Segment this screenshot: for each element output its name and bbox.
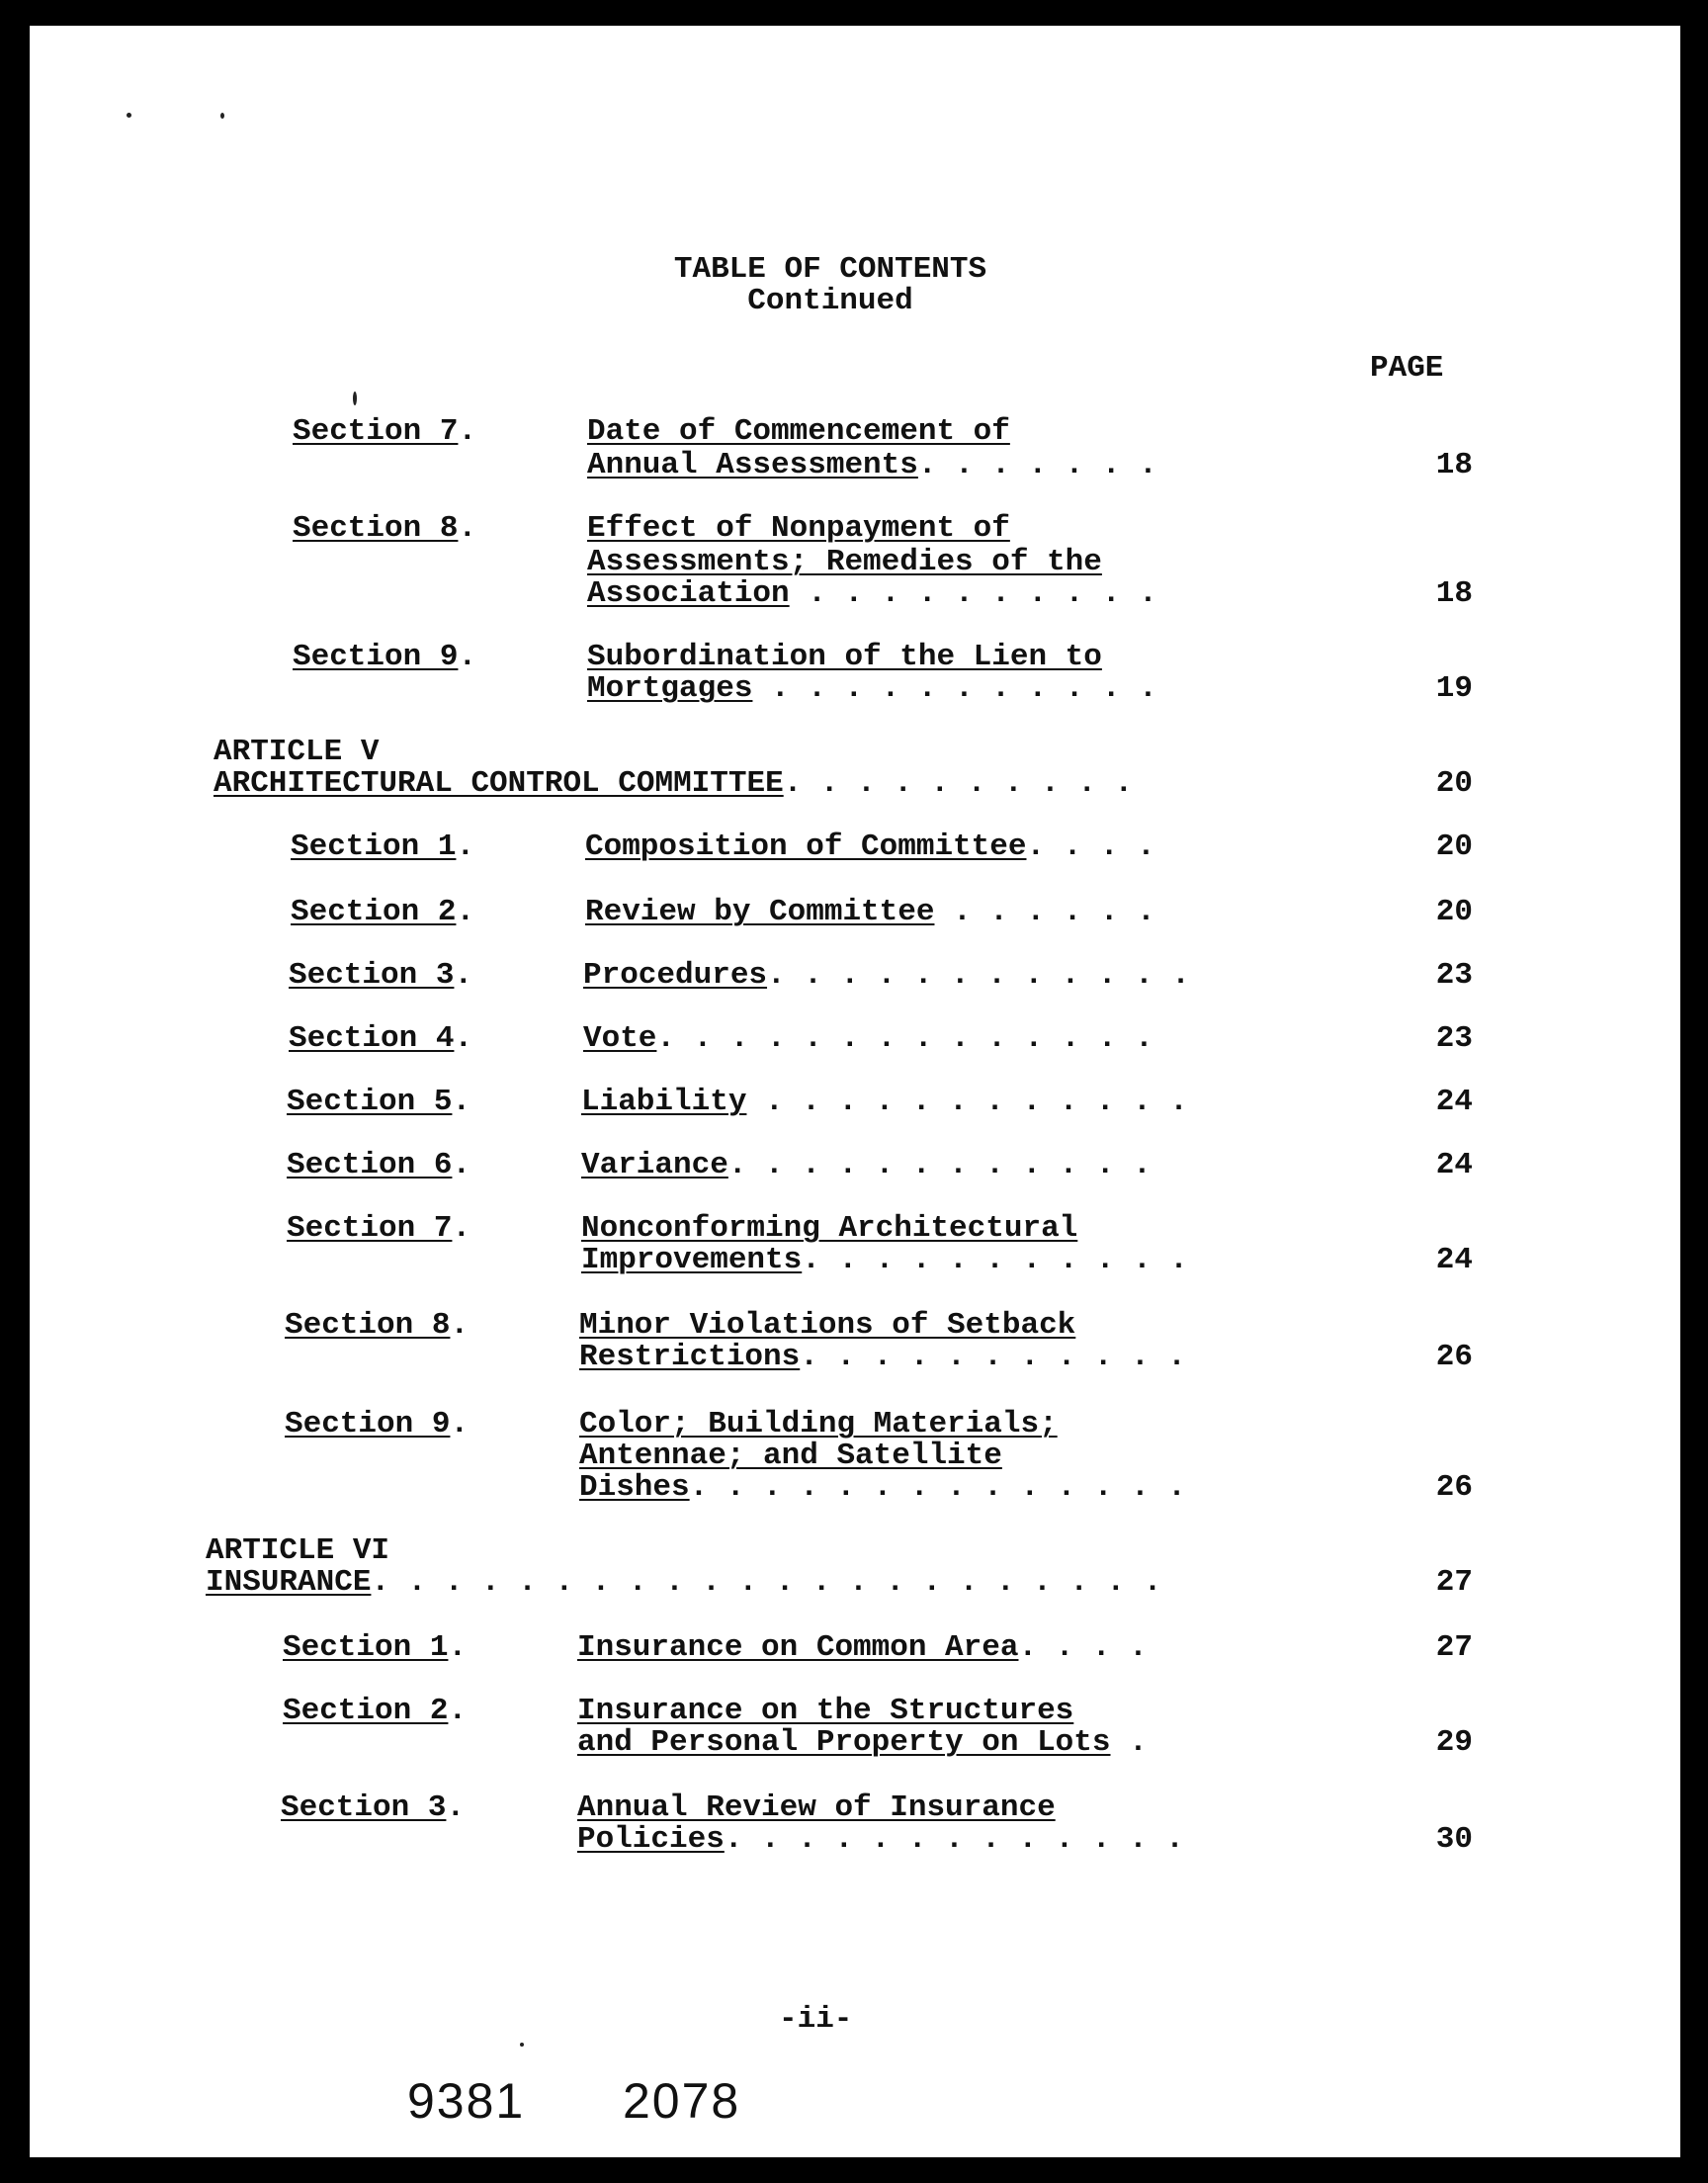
section-label: Section 3 xyxy=(281,1790,447,1825)
document-page: TABLE OF CONTENTS Continued PAGE Section 7. Date of Commencement of Annual Assessments. . . . . . . 18 Section 8. Effect of Nonpayment of Assessments; Remedies of the Association . . . . . . . . . . 18 Section 9. Subordination of the Lien to Mortgages . . . . . . . . . . . 19 ARTICLE V ARCHITECTURAL CONTROL COMMITTEE. . . . . . . . . . 20 Section 1. Composition of Committee. . . . 20 Section 2. Review by Committee . . . . . . 20 Section 3. Procedures. . . . . . . . . . . . 23 Section 4. Vote. . . . . . . . . . . . . . 23 Section 5. Liability . . . . . . . . . . . . 24 Section 6. Variance. . . . . . . . . . . . 24 Section 7. Nonconforming Architectural Improvements. . . . . . . . . . . 24 Section 8. Minor Violations of Setback Restrictions. . . . . . . . . . . 26 Section 9. Color; Building Materials; Antennae; and Satellite Dishes. . . . . . . . . . . . . . 26 ARTICLE VI INSURANCE. . . . . . . . . . . . . . . . . . . . . . 27 Section 1. Insurance on Common Area. . . . 27 Section 2. Insurance on the Structures and Personal Property on Lots . 29 Section 3. Annual Review of Insurance Policies. . . . . . . . . . . . . 30 -ii- 9381 2078 xyxy=(30,26,1680,2157)
article-heading: ARTICLE V xyxy=(214,735,380,769)
section-label: Section 9 xyxy=(285,1407,451,1441)
page-column-header: PAGE xyxy=(1370,351,1444,386)
page-number: 24 xyxy=(1435,1148,1473,1182)
toc-entry-v-section-5[interactable]: Section 5. xyxy=(287,1085,471,1119)
section-label: Section 4 xyxy=(289,1021,455,1056)
toc-entry-article-vi[interactable]: INSURANCE. . . . . . . . . . . . . . . . . . . . . . xyxy=(206,1565,1162,1600)
section-label: Section 9 xyxy=(293,640,459,674)
toc-entry-vi-section-2[interactable]: Section 2. xyxy=(283,1694,468,1728)
page-number: 18 xyxy=(1435,576,1473,611)
toc-entry-vi-section-3[interactable]: Section 3. xyxy=(281,1790,466,1825)
section-label: Section 3 xyxy=(289,958,455,993)
section-label: Section 2 xyxy=(291,895,457,929)
toc-entry-vi-section-1[interactable]: Section 1. xyxy=(283,1630,468,1665)
page-number: 19 xyxy=(1435,671,1473,706)
page-number: 24 xyxy=(1435,1243,1473,1277)
entry-title-line: Dishes xyxy=(579,1470,690,1505)
entry-title-line: Association xyxy=(587,576,790,611)
doc-number-right: 2078 xyxy=(623,2073,741,2129)
entry-title-line: Vote xyxy=(583,1021,657,1056)
section-label: Section 7 xyxy=(287,1211,453,1246)
page-number: 27 xyxy=(1435,1630,1473,1665)
entry-title-line: Annual Assessments xyxy=(587,448,918,482)
toc-entry-v-section-3[interactable]: Section 3. xyxy=(289,958,473,993)
toc-entry-v-section-4[interactable]: Section 4. xyxy=(289,1021,473,1056)
doc-number-left: 9381 xyxy=(407,2073,526,2129)
page-number: 27 xyxy=(1435,1565,1473,1600)
entry-title-line: Assessments; Remedies of the xyxy=(587,545,1102,579)
scan-speck xyxy=(220,113,224,119)
page-number: 26 xyxy=(1435,1470,1473,1505)
entry-title-line: Policies xyxy=(577,1822,725,1857)
entry-title-line: Liability xyxy=(581,1085,747,1119)
toc-subtitle: Continued xyxy=(747,284,913,318)
toc-entry-article-v[interactable]: ARCHITECTURAL CONTROL COMMITTEE. . . . . . . . . . xyxy=(214,766,1134,801)
toc-entry-section-7[interactable]: Section 7. xyxy=(293,414,477,449)
section-label: Section 8 xyxy=(285,1308,451,1343)
entry-title-line: Annual Review of Insurance xyxy=(577,1790,1056,1825)
entry-title-line: Antennae; and Satellite xyxy=(579,1439,1002,1473)
page-number: 20 xyxy=(1435,830,1473,864)
article-title: ARCHITECTURAL CONTROL COMMITTEE xyxy=(214,766,784,801)
entry-title-line: Mortgages xyxy=(587,671,753,706)
toc-entry-v-section-8[interactable]: Section 8. xyxy=(285,1308,470,1343)
entry-title-line: Insurance on Common Area xyxy=(577,1630,1019,1665)
toc-entry-v-section-9[interactable]: Section 9. xyxy=(285,1407,470,1441)
scan-speck xyxy=(520,2043,524,2047)
section-label: Section 6 xyxy=(287,1148,453,1182)
entry-title-line: Insurance on the Structures xyxy=(577,1694,1074,1728)
article-heading: ARTICLE VI xyxy=(206,1533,390,1568)
toc-entry-v-section-2[interactable]: Section 2. xyxy=(291,895,475,929)
entry-title-line: Improvements xyxy=(581,1243,803,1277)
toc-entry-section-8[interactable]: Section 8. xyxy=(293,511,477,546)
toc-title: TABLE OF CONTENTS xyxy=(673,252,987,287)
entry-title-line: Effect of Nonpayment of xyxy=(587,511,1010,546)
section-label: Section 2 xyxy=(283,1694,449,1728)
section-label: Section 8 xyxy=(293,511,459,546)
section-label: Section 5 xyxy=(287,1085,453,1119)
toc-entry-v-section-7[interactable]: Section 7. xyxy=(287,1211,471,1246)
toc-entry-section-9[interactable]: Section 9. xyxy=(293,640,477,674)
toc-entry-v-section-6[interactable]: Section 6. xyxy=(287,1148,471,1182)
entry-title-line: Restrictions xyxy=(579,1340,801,1374)
section-label: Section 1 xyxy=(283,1630,449,1665)
entry-title-line: Date of Commencement of xyxy=(587,414,1010,449)
entry-title-line: Subordination of the Lien to xyxy=(587,640,1102,674)
scan-speck xyxy=(127,113,131,118)
section-label: Section 7 xyxy=(293,414,459,449)
entry-title-line: and Personal Property on Lots xyxy=(577,1725,1111,1760)
page-number: 30 xyxy=(1435,1822,1473,1857)
page-number: 20 xyxy=(1435,895,1473,929)
page-number: 20 xyxy=(1435,766,1473,801)
page-number: 23 xyxy=(1435,958,1473,993)
entry-title-line: Composition of Committee xyxy=(585,830,1027,864)
toc-entry-v-section-1[interactable]: Section 1. xyxy=(291,830,475,864)
page-number: 29 xyxy=(1435,1725,1473,1760)
section-label: Section 1 xyxy=(291,830,457,864)
footer-page-number: -ii- xyxy=(779,2002,853,2037)
page-number: 23 xyxy=(1435,1021,1473,1056)
entry-title-line: Variance xyxy=(581,1148,728,1182)
page-number: 18 xyxy=(1435,448,1473,482)
entry-title-line: Color; Building Materials; xyxy=(579,1407,1058,1441)
article-title: INSURANCE xyxy=(206,1565,372,1600)
page-number: 26 xyxy=(1435,1340,1473,1374)
entry-title-line: Nonconforming Architectural xyxy=(581,1211,1078,1246)
entry-title-line: Review by Committee xyxy=(585,895,935,929)
entry-title-line: Procedures xyxy=(583,958,768,993)
page-number: 24 xyxy=(1435,1085,1473,1119)
entry-title-line: Minor Violations of Setback xyxy=(579,1308,1076,1343)
scan-speck xyxy=(353,392,357,405)
